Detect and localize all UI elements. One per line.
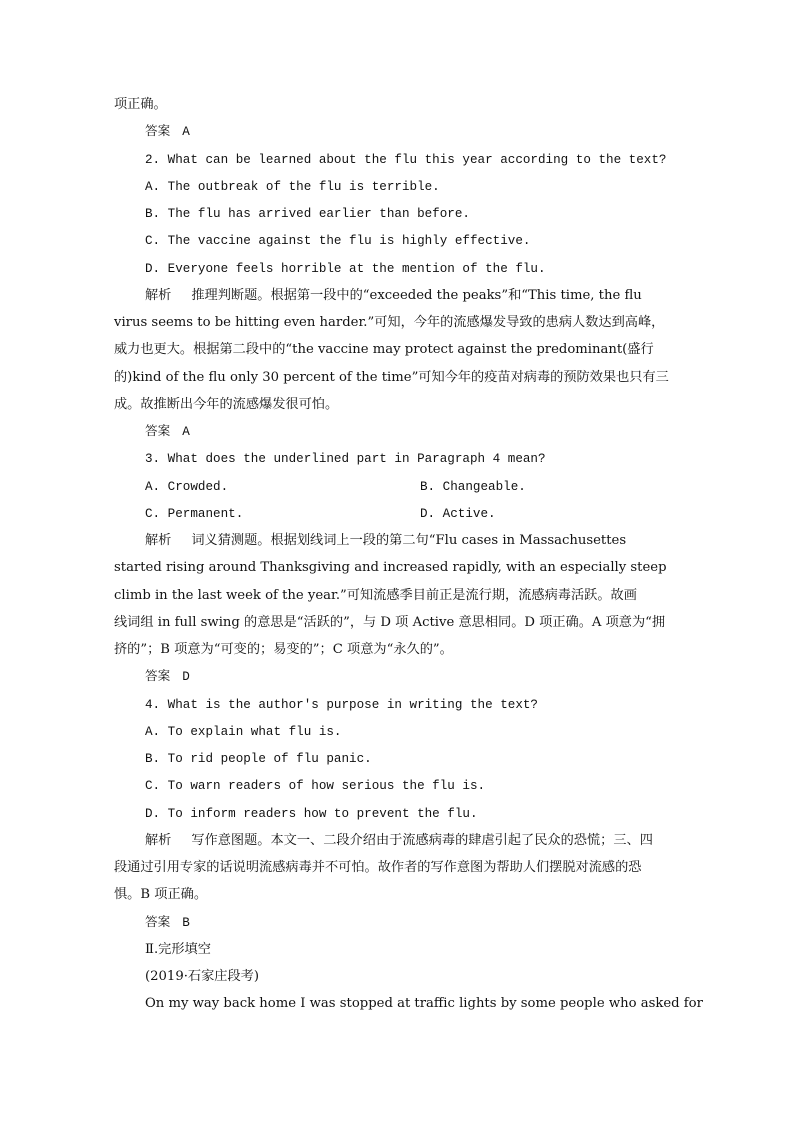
question-2: 2. What can be learned about the flu this year according to the text? bbox=[145, 153, 667, 167]
analysis-line: 惧。B 项正确。 bbox=[114, 887, 208, 902]
source-note: (2019·石家庄段考) bbox=[145, 969, 259, 984]
analysis-line: 成。故推断出今年的流感爆发很可怕。 bbox=[114, 397, 339, 412]
question-4: 4. What is the author's purpose in writing the text? bbox=[145, 698, 538, 712]
option-d: D. Everyone feels horrible at the mention of the flu. bbox=[145, 262, 546, 276]
option-a: A. The outbreak of the flu is terrible. bbox=[145, 180, 440, 194]
analysis-line: virus seems to be hitting even harder.”可知，今年的流感爆发导致的患病人数达到高峰， bbox=[114, 315, 665, 330]
answer-label: 答案 bbox=[145, 670, 171, 684]
answer-value: D bbox=[182, 670, 190, 684]
analysis-label: 解析 bbox=[145, 833, 172, 848]
option-d: D. Active. bbox=[420, 507, 496, 521]
analysis-line: 威力也更大。根据第二段中的“the vaccine may protect against the predominant(盛行 bbox=[114, 342, 654, 357]
analysis-text: 词义猜测题。根据划线词上一段的第二句“Flu cases in Massachusettes bbox=[191, 533, 627, 548]
answer-line bbox=[145, 422, 190, 442]
analysis-line: 段通过引用专家的话说明流感病毒并不可怕。故作者的写作意图为帮助人们摆脱对流感的恐 bbox=[114, 860, 642, 875]
analysis-text: 推理判断题。根据第一段中的“exceeded the peaks”和“This time, the flu bbox=[191, 288, 642, 303]
analysis-label: 解析 bbox=[145, 533, 172, 548]
answer-value: A bbox=[182, 125, 190, 139]
section-heading: Ⅱ.完形填空 bbox=[145, 942, 211, 957]
answer-line bbox=[145, 913, 190, 933]
option-d: D. To inform readers how to prevent the flu. bbox=[145, 807, 478, 821]
analysis-line bbox=[145, 531, 626, 551]
answer-value: B bbox=[182, 916, 190, 930]
option-b: B. Changeable. bbox=[420, 480, 526, 494]
option-a: A. To explain what flu is. bbox=[145, 725, 342, 739]
analysis-text: 写作意图题。本文一、二段介绍由于流感病毒的肆虐引起了民众的恐慌；三、四 bbox=[191, 833, 653, 848]
option-c: C. The vaccine against the flu is highly effective. bbox=[145, 234, 531, 248]
analysis-line: climb in the last week of the year.”可知流感季目前正是流行期，流感病毒活跃。故画 bbox=[114, 588, 637, 603]
analysis-line: 的)kind of the flu only 30 percent of the time”可知今年的疫苗对病毒的预防效果也只有三 bbox=[114, 370, 669, 385]
answer-value: A bbox=[182, 425, 190, 439]
option-b: B. To rid people of flu panic. bbox=[145, 752, 372, 766]
analysis-line bbox=[145, 831, 653, 851]
analysis-line: started rising around Thanksgiving and increased rapidly, with an especially steep bbox=[114, 560, 667, 575]
answer-line bbox=[145, 122, 190, 142]
analysis-line: 挤的”；B 项意为“可变的；易变的”；C 项意为“永久的”。 bbox=[114, 642, 453, 657]
option-b: B. The flu has arrived earlier than before. bbox=[145, 207, 470, 221]
text-line: 项正确。 bbox=[114, 97, 167, 112]
analysis-line: 线词组 in full swing 的意思是“活跃的”，与 D 项 Active 意思相同。D 项正确。A 项意为“拥 bbox=[114, 615, 666, 630]
option-c: C. Permanent. bbox=[145, 507, 244, 521]
answer-label: 答案 bbox=[145, 916, 171, 930]
answer-label: 答案 bbox=[145, 425, 171, 439]
option-a: A. Crowded. bbox=[145, 480, 229, 494]
answer-line bbox=[145, 667, 190, 687]
question-3: 3. What does the underlined part in Paragraph 4 mean? bbox=[145, 452, 546, 466]
option-c: C. To warn readers of how serious the flu is. bbox=[145, 779, 486, 793]
analysis-line bbox=[145, 286, 642, 306]
answer-label: 答案 bbox=[145, 125, 171, 139]
passage-line: On my way back home I was stopped at traffic lights by some people who asked for bbox=[145, 996, 703, 1011]
analysis-label: 解析 bbox=[145, 288, 172, 303]
